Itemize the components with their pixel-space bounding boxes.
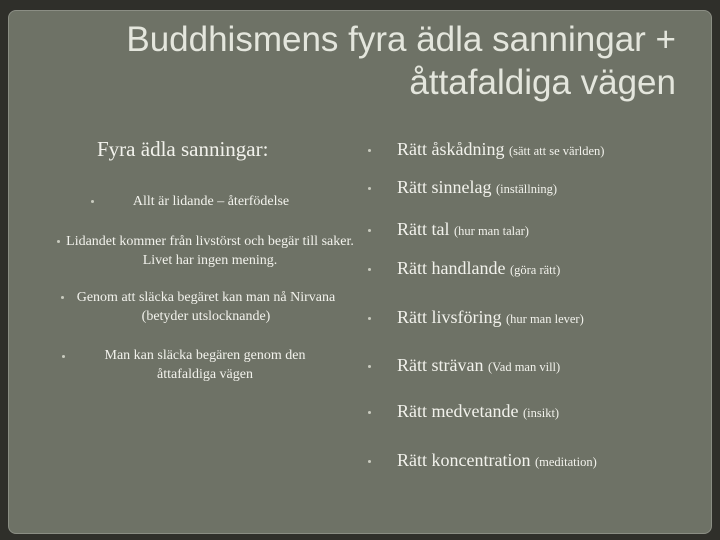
path-item-note: (meditation) — [534, 455, 597, 469]
bullet-dot — [57, 240, 60, 243]
slide-title — [56, 18, 676, 104]
path-item-note: (hur man talar) — [454, 224, 529, 238]
path-item-main: Rätt medvetande — [397, 401, 519, 421]
path-item-main: Rätt livsföring — [397, 307, 502, 327]
path-item-note: (göra rätt) — [509, 263, 561, 277]
title-line-1: Buddhismens fyra ädla sanningar + — [126, 20, 676, 59]
bullet-dot — [91, 200, 94, 203]
left-bullet-3: Genom att släcka begäret kan man nå Nirvana (betyder utslocknande) — [76, 290, 336, 324]
left-bullet-2: Lidandet kommer från livstörst och begär till saker. Livet har ingen mening. — [66, 234, 354, 268]
bullet-dot — [368, 411, 371, 414]
path-item-note: (inställning) — [495, 182, 558, 196]
path-item-note: (insikt) — [522, 406, 560, 420]
path-item-main: Rätt åskådning — [397, 139, 505, 159]
bullet-dot — [61, 296, 64, 299]
bullet-dot — [368, 268, 371, 271]
path-item-note: (hur man lever) — [506, 312, 584, 326]
left-bullet-4: Man kan släcka begären genom den åttafaldiga vägen — [104, 348, 306, 382]
bullet-dot — [368, 187, 371, 190]
bullet-dot — [368, 229, 371, 232]
path-item-main: Rätt koncentration — [397, 450, 531, 470]
path-item-main: Rätt sinnelag — [397, 177, 492, 197]
bullet-dot — [62, 355, 65, 358]
path-item-note: (Vad man vill) — [487, 360, 561, 374]
path-item-main: Rätt strävan — [397, 355, 484, 375]
left-bullet-1: Allt är lidande – återfödelse — [132, 194, 290, 209]
bullet-dot — [368, 149, 371, 152]
bullet-dot — [368, 460, 371, 463]
path-item-main: Rätt tal — [397, 219, 450, 239]
path-item-note: (sätt att se världen) — [508, 144, 605, 158]
title-line-2: åttafaldiga vägen — [409, 63, 676, 102]
left-heading: Fyra ädla sanningar: — [97, 137, 269, 161]
bullet-dot — [368, 365, 371, 368]
path-item-main: Rätt handlande — [397, 258, 506, 278]
bullet-dot — [368, 317, 371, 320]
